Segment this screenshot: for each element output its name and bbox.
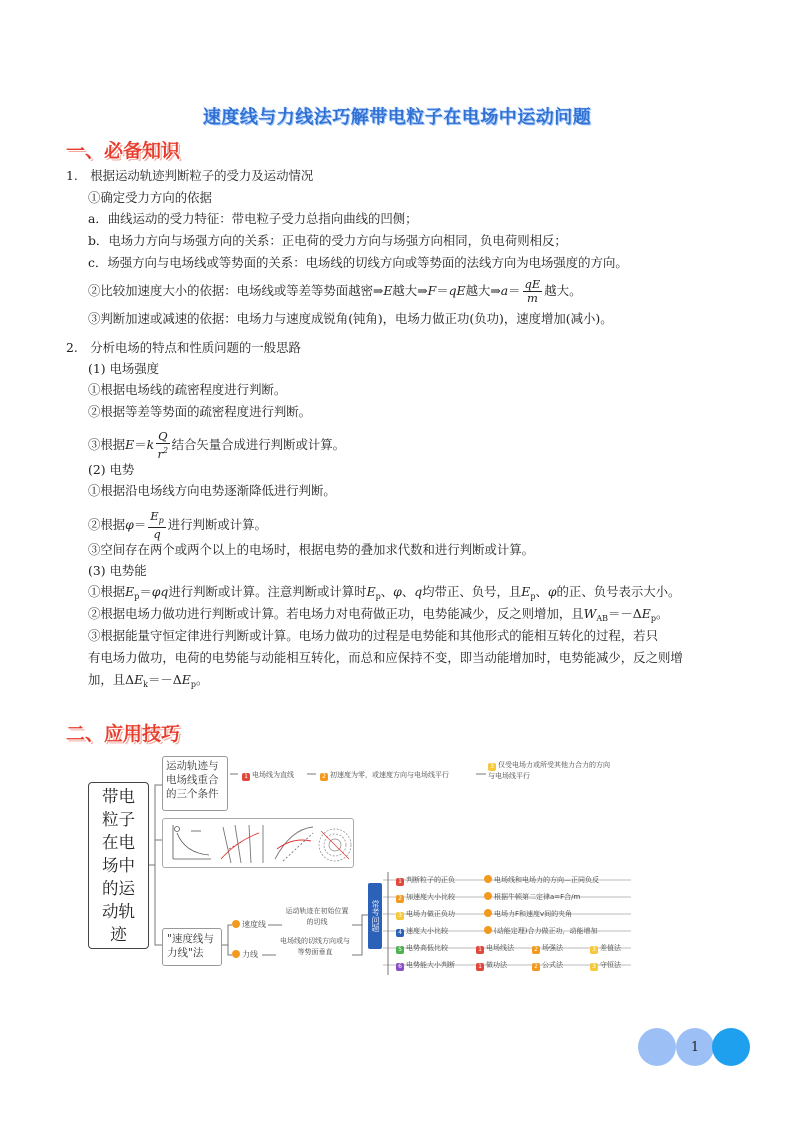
velocity-line-node xyxy=(232,920,266,930)
item-1-heading: 1. 根据运动轨迹判断粒子的受力及运动情况 xyxy=(66,168,314,183)
condition-1 xyxy=(242,770,294,781)
row-4-left-label: 速度大小比较 xyxy=(406,927,448,935)
condition-1-label: 电场线为直线 xyxy=(252,771,294,779)
row-4-badge-icon: 4 xyxy=(396,929,404,937)
row-2-right-label: 根据牛顿第二定律a=F合/m xyxy=(494,893,581,901)
row-5-m3 xyxy=(590,943,621,954)
page-title: 速度线与力线法巧解带电粒子在电场中运动问题 xyxy=(202,107,592,128)
row-3-left-label: 电场力做正负功 xyxy=(406,910,455,918)
row-2-badge-icon: 2 xyxy=(396,895,404,903)
row-3-right-label: 电场力F和速度v间的夹角 xyxy=(494,910,573,918)
item-1-a: a．曲线运动的受力特征：带电粒子受力总指向曲线的凹侧； xyxy=(88,211,418,226)
formula-fraction-Ep-q: $\frac{E_p}{q}$ xyxy=(150,509,164,541)
potential-energy-2-text-a: ②根据电场力做功进行判断或计算。若电场力对电荷做正功，电势能减少，反之则增加，且 xyxy=(88,606,584,621)
velocity-dot-icon xyxy=(232,920,240,928)
mindmap-root-label: 带电粒子在电场中的运动轨迹 xyxy=(102,787,135,944)
mindmap-root xyxy=(88,782,149,949)
badge-2-icon: 2 xyxy=(320,773,328,781)
row-6-m3 xyxy=(590,960,621,971)
row-3-right xyxy=(484,909,572,919)
row-5-m2-badge-icon: 2 xyxy=(532,946,540,954)
potential-1: ①根据沿电场线方向电势逐渐降低进行判断。 xyxy=(88,483,336,498)
item-1-c1: ①确定受力方向的依据 xyxy=(88,190,212,205)
row-5-m2 xyxy=(532,943,563,954)
potential-energy-3-text-a: 加，且 xyxy=(88,672,126,687)
row-2-right xyxy=(484,892,580,902)
page-number xyxy=(676,1028,714,1066)
conditions-box xyxy=(162,756,228,811)
row-5-m1-label: 电场线法 xyxy=(486,944,514,952)
item-1-c2-text-b: 越大⇒ xyxy=(392,283,428,298)
condition-3-label: 仅受电场力或所受其他力合力的方向与电场线平行 xyxy=(488,761,610,780)
row-6-m2 xyxy=(532,960,563,971)
row-6-left-label: 电势能大小判断 xyxy=(406,961,455,969)
item-2-heading: 2. 分析电场的特点和性质问题的一般思路 xyxy=(66,340,301,355)
row-3-dot-icon xyxy=(484,909,492,917)
diagram-strip xyxy=(162,818,354,868)
trajectory-diagrams xyxy=(163,819,353,867)
force-line-desc: 电场线的切线方向或与等势面垂直 xyxy=(280,937,350,956)
row-5-m3-badge-icon: 3 xyxy=(590,946,598,954)
row-1-left xyxy=(396,875,455,886)
row-4-left xyxy=(396,926,448,937)
force-line-node xyxy=(232,950,258,960)
row-2-left xyxy=(396,892,455,903)
badge-3-icon: 3 xyxy=(488,763,496,771)
row-1-badge-icon: 1 xyxy=(396,878,404,886)
row-4-right-label: (动能定理)合力做正功，动能增加 xyxy=(494,927,598,935)
row-5-m1 xyxy=(476,943,514,954)
field-strength-heading: (1) 电场强度 xyxy=(88,361,160,376)
item-1-c2: ②比较加速度大小的依据：电场线或等差等势面越密⇒E越大⇒F＝qE越大⇒a＝ $\frac{qE}{m}$ 越大。 xyxy=(88,277,582,305)
field-strength-3: ③根据E＝k $\frac{Q}{r^2}$ 结合矢量合成进行判断或计算。 xyxy=(88,429,346,461)
common-questions-tag: 常考问题 xyxy=(368,883,382,949)
field-strength-1: ①根据电场线的疏密程度进行判断。 xyxy=(88,382,287,397)
velocity-line-label: 速度线 xyxy=(242,920,266,929)
item-1-c: c．场强方向与电场线或等势面的关系：电场线的切线方向或等势面的法线方向为电场强度的方向。 xyxy=(88,255,628,270)
potential-3: ③空间存在两个或两个以上的电场时，根据电势的叠加求代数和进行判断或计算。 xyxy=(88,542,535,557)
item-1-c2-text-d: 越大。 xyxy=(544,283,582,298)
potential-energy-1-text-c: 均带正、负号，且 xyxy=(422,584,522,599)
potential-2: ②根据φ＝ $\frac{E_p}{q}$ 进行判断或计算。 xyxy=(88,509,267,541)
potential-energy-1-text-b: 进行判断或计算。注意判断或计算时 xyxy=(168,584,367,599)
potential-energy-2: ②根据电场力做功进行判断或计算。若电场力对电荷做正功，电势能减少，反之则增加，且$W_{AB}=-\Delta E_p$。 xyxy=(88,606,669,623)
item-1-c2-text-a: ②比较加速度大小的依据：电场线或等差等势面越密⇒ xyxy=(88,283,384,298)
row-5-left-label: 电势高低比较 xyxy=(406,944,448,952)
row-2-left-label: 加速度大小比较 xyxy=(406,893,455,901)
row-6-m1 xyxy=(476,960,507,971)
row-5-left xyxy=(396,943,448,954)
method-box xyxy=(162,928,222,966)
row-4-right xyxy=(484,926,597,936)
item-1-b: b．电场力方向与场强方向的关系：正电荷的受力方向与场强方向相同，负电荷则相反； xyxy=(88,233,567,248)
potential-2-text-b: 进行判断或计算。 xyxy=(167,517,267,532)
field-strength-2: ②根据等差等势面的疏密程度进行判断。 xyxy=(88,404,312,419)
condition-2 xyxy=(320,770,449,781)
page-circle-light xyxy=(638,1028,676,1066)
row-6-badge-icon: 6 xyxy=(396,963,404,971)
row-6-m1-badge-icon: 1 xyxy=(476,963,484,971)
force-line-label: 力线 xyxy=(242,950,258,959)
potential-energy-1: ①根据$E_p=\varphi q$进行判断或计算。注意判断或计算时$E_p$、φ、q均带正、负号，且$E_p$、φ的正、负号表示大小。 xyxy=(88,584,681,601)
velocity-line-desc: 运动轨迹在初始位置的切线 xyxy=(285,907,349,926)
condition-2-label: 初速度为零，或速度方向与电场线平行 xyxy=(330,771,449,779)
potential-heading: (2) 电势 xyxy=(88,462,135,477)
row-6-m2-badge-icon: 2 xyxy=(532,963,540,971)
potential-energy-3-line-2: 有电场力做功，电荷的电势能与动能相互转化，而总和应保持不变，即当动能增加时，电势能减少，反之则增 xyxy=(88,650,683,665)
row-6-left xyxy=(396,960,455,971)
item-1-c3: ③判断加速或减速的依据：电场力与速度成锐角(钝角)，电场力做正功(负功)，速度增加(减小)。 xyxy=(88,311,613,326)
section-heading-knowledge: 一、必备知识 xyxy=(66,140,181,162)
field-strength-3-text-a: ③根据 xyxy=(88,437,126,452)
item-1-c2-text-c: 越大⇒ xyxy=(465,283,501,298)
potential-energy-1-text-d: 的正、负号表示大小。 xyxy=(556,584,681,599)
method-box-label: "速度线与力线"法 xyxy=(167,933,214,959)
row-3-badge-icon: 3 xyxy=(396,912,404,920)
row-5-m3-label: 差值法 xyxy=(600,944,621,952)
conditions-box-label: 运动轨迹与电场线重合的三个条件 xyxy=(166,760,219,800)
potential-energy-3-line-1: ③根据能量守恒定律进行判断或计算。电场力做功的过程是电势能和其他形式的能相互转化的过程，若只 xyxy=(88,628,658,643)
row-4-dot-icon xyxy=(484,926,492,934)
row-3-left xyxy=(396,909,455,920)
row-1-left-label: 判断粒子的正负 xyxy=(406,876,455,884)
row-5-m2-label: 场强法 xyxy=(542,944,563,952)
row-6-m2-label: 公式法 xyxy=(542,961,563,969)
force-dot-icon xyxy=(232,950,240,958)
row-6-m3-badge-icon: 3 xyxy=(590,963,598,971)
row-1-right-label: 电场线和电场力的方向—正同负反 xyxy=(494,876,599,884)
potential-energy-3-line-3: 加，且$\Delta E_k=-\Delta E_p$。 xyxy=(88,672,209,689)
potential-energy-1-text-a: ①根据 xyxy=(88,584,126,599)
page-number-label: 1 xyxy=(690,1039,700,1055)
row-1-right xyxy=(484,875,599,885)
page-circle-dark xyxy=(712,1028,750,1066)
potential-energy-heading: (3) 电势能 xyxy=(88,563,147,578)
row-1-dot-icon xyxy=(484,875,492,883)
badge-1-icon: 1 xyxy=(242,773,250,781)
field-strength-3-text-b: 结合矢量合成进行判断或计算。 xyxy=(171,437,346,452)
row-6-m1-label: 做功法 xyxy=(486,961,507,969)
row-5-m1-badge-icon: 1 xyxy=(476,946,484,954)
row-2-dot-icon xyxy=(484,892,492,900)
section-heading-skills: 二、应用技巧 xyxy=(66,723,181,745)
potential-2-text-a: ②根据 xyxy=(88,517,126,532)
formula-fraction-Q-r2: $\frac{Q}{r^2}$ xyxy=(157,429,169,461)
row-5-badge-icon: 5 xyxy=(396,946,404,954)
condition-3 xyxy=(488,760,616,782)
formula-fraction-qE-m: $\frac{qE}{m}$ xyxy=(524,277,541,305)
row-6-m3-label: 守恒法 xyxy=(600,961,621,969)
